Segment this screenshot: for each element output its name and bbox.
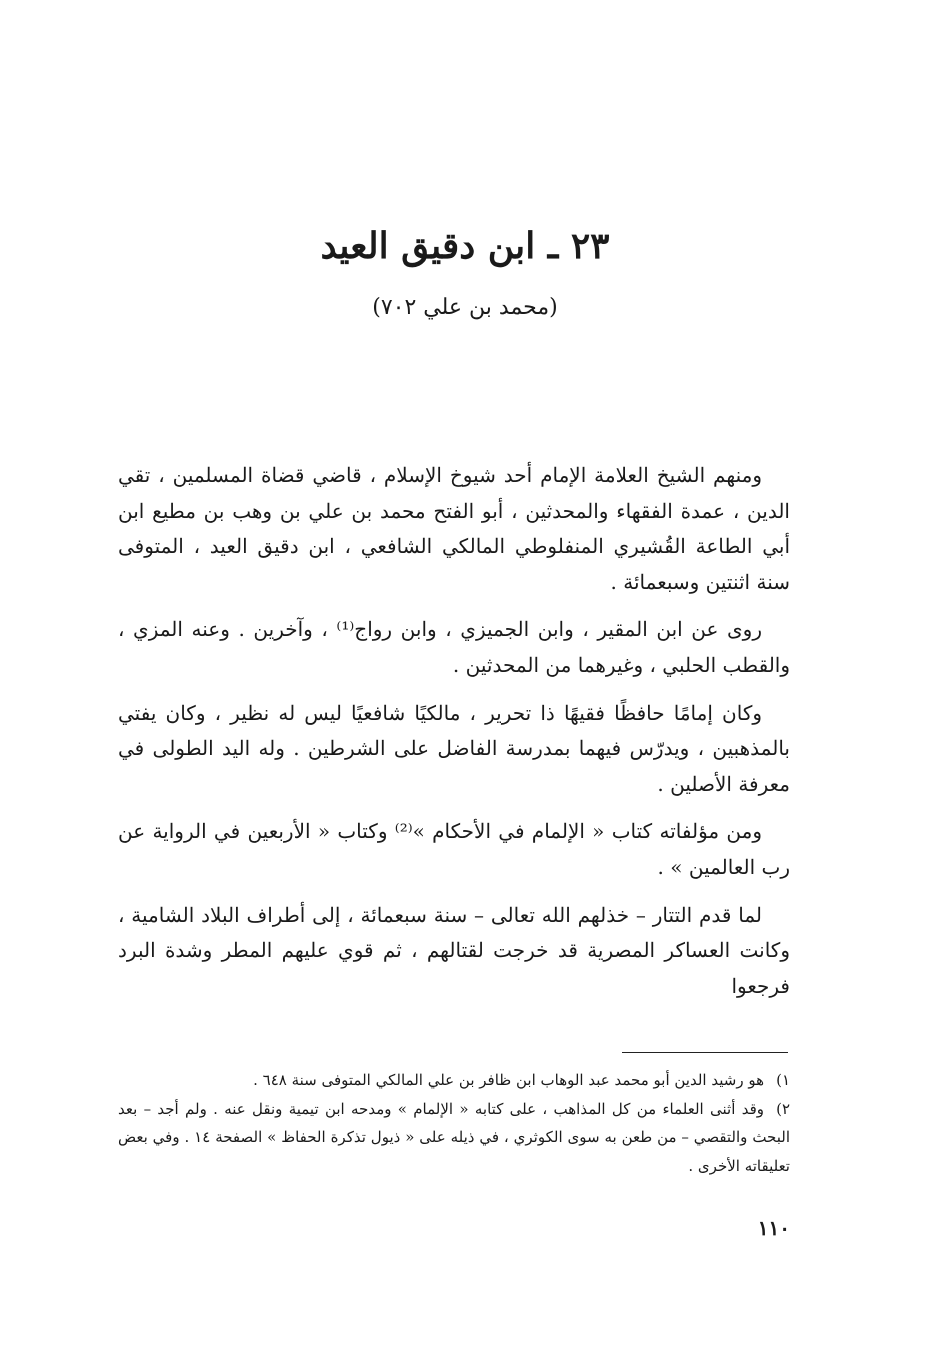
footnote-text: هو رشيد الدين أبو محمد عبد الوهاب ابن ظافر بن علي المالكي المتوفى سنة ٦٤٨ . [253, 1071, 764, 1089]
paragraph-2: روى عن ابن المقير ، وابن الجميزي ، وابن رواج⁽¹⁾ ، وآخرين . وعنه المزي ، والقطب الحلبي ، وغيرهما من المحدثين . [118, 617, 790, 677]
chapter-subtitle: (محمد بن علي ٧٠٢) [372, 295, 558, 320]
paragraph-1: ومنهم الشيخ العلامة الإمام أحد شيوخ الإسلام ، قاضي قضاة المسلمين ، تقي الدين ، عمدة الفقهاء والمحدثين ، أبو الفتح محمد بن علي بن وهب بن مطيع ابن أبي الطاعة القُشيري المنفلوطي المالكي الشافعي ، ابن دقيق العيد ، المتوفى سنة اثنتين وسبعمائة . [118, 463, 790, 594]
paragraph-3: وكان إمامًا حافظًا فقيهًا ذا تحرير ، مالكيًا شافعيًا ليس له نظير ، وكان يفتي بالمذهبين ، ويدرّس فيهما بمدرسة الفاضل على الشرطين . وله اليد الطولى في معرفة الأصلين . [118, 700, 790, 796]
footnote-text: وقد أثنى العلماء من كل المذاهب ، على كتابه « الإلمام » ومدحه ابن تيمية ونقل عنه . ولم أجد – بعد البحث والتقصي – من طعن به سوى الكوثري ، في ذيله على « ذيول تذكرة الحفاظ » الصفحة ١٤ . وفي بعض تعليقاته الأخرى . [118, 1099, 790, 1175]
page-number: ١١٠ [757, 1216, 790, 1240]
footnotes [118, 1066, 790, 1180]
paragraph-4: ومن مؤلفاته كتاب « الإلمام في الأحكام »⁽²⁾ وكتاب « الأربعين في الرواية عن رب العالمين » . [118, 819, 790, 879]
footnote-1 [118, 1066, 790, 1095]
chapter-title: ٢٣ ـ ابن دقيق العيد [320, 225, 610, 267]
footnote-number: ٢) [776, 1099, 790, 1118]
footnote-2 [118, 1095, 790, 1181]
main-text [118, 458, 790, 1016]
footnote-divider [622, 1052, 788, 1053]
footnote-number: ١) [776, 1071, 790, 1089]
paragraph-5: لما قدم التتار – خذلهم الله تعالى – سنة سبعمائة ، إلى أطراف البلاد الشامية ، وكانت العساكر المصرية قد خرجت لقتالهم ، ثم قوي عليهم المطر وشدة البرد فرجعوا [118, 902, 790, 998]
